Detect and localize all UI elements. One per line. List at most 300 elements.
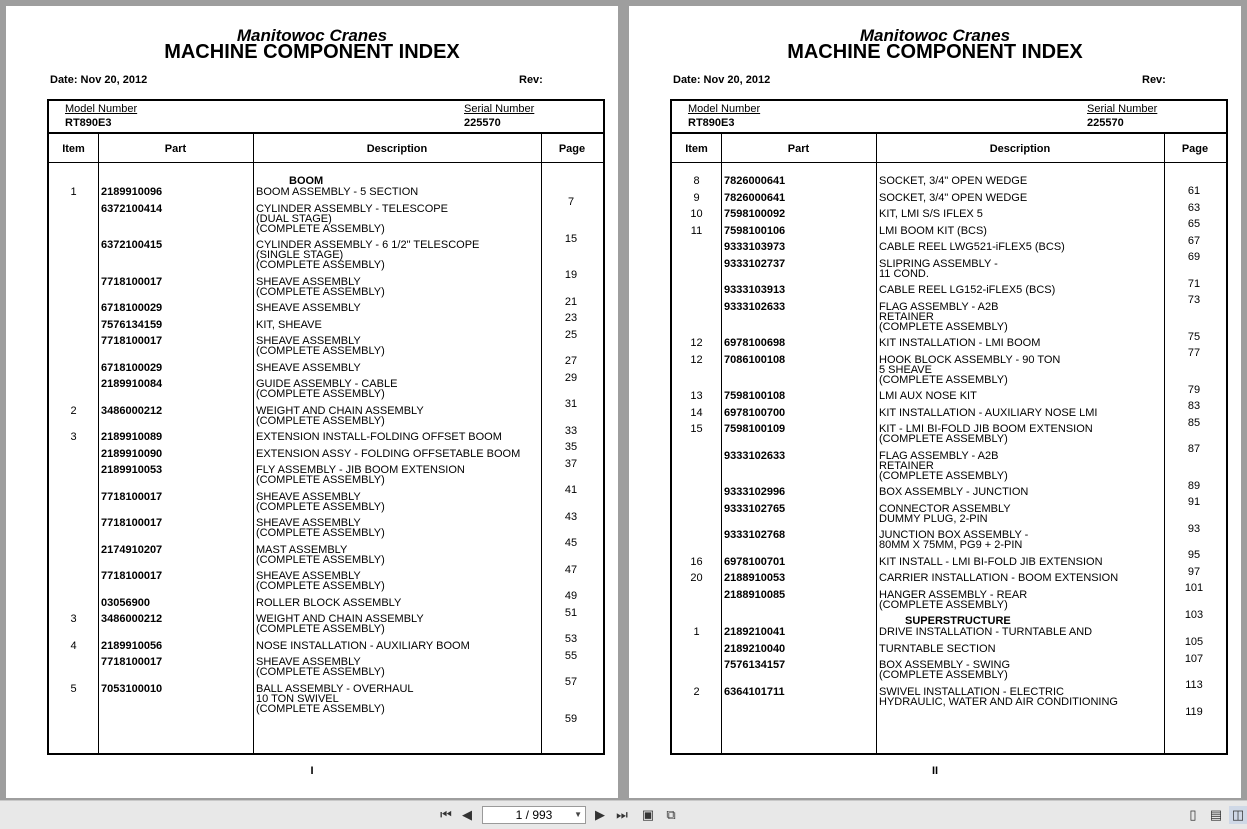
- description-cell: [256, 657, 541, 677]
- table-row: [672, 208, 1226, 230]
- part-number-cell: 6364101711: [724, 685, 785, 698]
- description-line: BALL ASSEMBLY - OVERHAUL: [256, 682, 414, 695]
- description-line: CYLINDER ASSEMBLY - TELESCOPE: [256, 202, 448, 215]
- description-cell: [879, 451, 1164, 481]
- part-number-cell: 9333103913: [724, 284, 786, 296]
- continuous-icon[interactable]: ▤: [1209, 807, 1223, 822]
- description-line: DUMMY PLUG, 2-PIN: [879, 512, 988, 525]
- table-row: [672, 175, 1226, 197]
- model-number-value: RT890E3: [65, 117, 112, 129]
- part-number-cell: 6718100029: [101, 302, 163, 314]
- description-line: (COMPLETE ASSEMBLY): [256, 666, 385, 678]
- description-line: SHEAVE ASSEMBLY: [256, 275, 361, 288]
- description-line: BOOM ASSEMBLY - 5 SECTION: [256, 186, 419, 198]
- part-number-cell: 7718100017: [101, 570, 163, 582]
- part-number-cell: 7576134157: [724, 659, 786, 671]
- part-number-cell: 2189210041: [724, 626, 786, 638]
- description-line: (COMPLETE ASSEMBLY): [879, 433, 1008, 445]
- part-number-cell: 7718100017: [101, 275, 163, 288]
- page-reference-cell[interactable]: 87: [1187, 443, 1201, 455]
- page-reference-cell[interactable]: 105: [1184, 636, 1204, 648]
- page-reference-cell[interactable]: 97: [1187, 565, 1201, 578]
- description-line: SLIPRING ASSEMBLY -: [879, 257, 998, 270]
- description-cell: [879, 338, 1164, 348]
- part-number-cell: 7598100108: [724, 390, 786, 402]
- item-cell: 12: [690, 337, 703, 349]
- description-cell: [256, 204, 541, 234]
- page-reference-cell[interactable]: 77: [1187, 347, 1201, 359]
- description-line: SHEAVE ASSEMBLY: [256, 302, 361, 314]
- description-line: SHEAVE ASSEMBLY: [256, 570, 361, 582]
- revision-label: Rev:: [519, 74, 543, 86]
- description-line: KIT INSTALLATION - AUXILIARY NOSE LMI: [879, 406, 1098, 419]
- page-reference-cell[interactable]: 71: [1187, 277, 1201, 290]
- description-line: KIT, SHEAVE: [256, 318, 322, 331]
- description-line: (COMPLETE ASSEMBLY): [256, 345, 385, 357]
- part-number-cell: 6718100029: [101, 361, 163, 374]
- description-line: (COMPLETE ASSEMBLY): [879, 373, 1008, 386]
- model-number-label: Model Number: [688, 103, 761, 115]
- table-row: [49, 613, 603, 645]
- page-reference-cell[interactable]: 65: [1187, 218, 1201, 230]
- prev-page-icon[interactable]: ◀: [462, 807, 472, 822]
- description-cell: [879, 590, 1164, 610]
- table-row: [49, 239, 603, 281]
- page-reference-cell[interactable]: 55: [564, 649, 578, 662]
- column-header-page: Page: [558, 143, 586, 155]
- description-line: (COMPLETE ASSEMBLY): [256, 527, 385, 539]
- description-line: SOCKET, 3/4" OPEN WEDGE: [879, 175, 1028, 187]
- serial-number-label: Serial Number: [464, 103, 535, 115]
- table-row: [672, 486, 1226, 508]
- description-cell: [879, 259, 1164, 279]
- description-cell: [256, 598, 541, 608]
- page-reference-cell[interactable]: 107: [1184, 652, 1204, 665]
- page-reference-cell[interactable]: 93: [1187, 522, 1201, 535]
- part-number-cell: 7718100017: [101, 656, 163, 668]
- table-row: [49, 335, 603, 367]
- description-cell: [879, 209, 1164, 219]
- page-reference-cell[interactable]: 49: [564, 590, 578, 602]
- page-reference-cell[interactable]: 51: [564, 606, 578, 619]
- table-row: [672, 572, 1226, 594]
- item-cell: 14: [690, 406, 703, 419]
- description-line: (COMPLETE ASSEMBLY): [879, 669, 1008, 681]
- description-line: (COMPLETE ASSEMBLY): [879, 469, 1008, 482]
- description-cell: [879, 687, 1164, 707]
- description-line: BOX ASSEMBLY - JUNCTION: [879, 486, 1029, 498]
- part-number-cell: 2189910084: [101, 378, 163, 390]
- description-line: EXTENSION INSTALL-FOLDING OFFSET BOOM: [256, 431, 502, 443]
- page-reference-cell[interactable]: 53: [564, 633, 578, 645]
- item-cell: 13: [690, 390, 703, 402]
- item-cell: 1: [693, 626, 700, 638]
- page-indicator-value: 1 / 993: [515, 808, 553, 822]
- column-header-description: Description: [366, 143, 428, 155]
- part-number-cell: 7053100010: [101, 682, 163, 695]
- page-reference-cell[interactable]: 41: [564, 484, 578, 496]
- table-row: [49, 517, 603, 549]
- table-row: [49, 464, 603, 496]
- table-body: [49, 175, 603, 725]
- item-cell: 12: [690, 353, 703, 366]
- part-number-cell: 2189910090: [101, 447, 163, 460]
- table-row: [672, 337, 1226, 359]
- description-line: (COMPLETE ASSEMBLY): [256, 474, 385, 486]
- company-name: Manitowoc Cranes: [859, 26, 1011, 45]
- item-cell: 20: [690, 572, 703, 584]
- table-row: [672, 284, 1226, 306]
- page-reference-cell[interactable]: 73: [1187, 294, 1201, 306]
- description-line: LMI AUX NOSE KIT: [879, 390, 977, 402]
- description-line: SHEAVE ASSEMBLY: [256, 517, 361, 529]
- description-cell: [879, 408, 1164, 418]
- description-cell: [256, 492, 541, 512]
- description-line: EXTENSION ASSY - FOLDING OFFSETABLE BOOM: [256, 447, 521, 460]
- page-reference-cell[interactable]: 45: [564, 537, 578, 549]
- page-reference-cell[interactable]: 43: [564, 510, 578, 523]
- description-line: LMI BOOM KIT (BCS): [879, 224, 987, 237]
- description-line: FLY ASSEMBLY - JIB BOOM EXTENSION: [256, 464, 465, 476]
- description-cell: [256, 363, 541, 373]
- page-reference-cell[interactable]: 95: [1187, 549, 1201, 561]
- description-cell: [879, 644, 1164, 654]
- description-cell: [256, 641, 541, 651]
- part-number-cell: 2189910096: [101, 186, 163, 198]
- description-line: SWIVEL INSTALLATION - ELECTRIC: [879, 685, 1064, 698]
- item-cell: 2: [70, 404, 77, 417]
- description-cell: [256, 432, 541, 442]
- single-page-icon[interactable]: ▯: [1189, 807, 1197, 822]
- description-cell: [879, 176, 1164, 186]
- table-row: [672, 423, 1226, 455]
- description-line: CABLE REEL LWG521-iFLEX5 (BCS): [879, 241, 1065, 253]
- part-number-cell: 2188910085: [724, 588, 786, 601]
- item-cell: 11: [690, 224, 703, 237]
- description-line: 80MM X 75MM, PG9 + 2-PIN: [879, 539, 1023, 551]
- description-line: (COMPLETE ASSEMBLY): [256, 702, 385, 715]
- description-line: KIT, LMI S/S IFLEX 5: [879, 208, 983, 220]
- part-number-cell: 9333102633: [724, 300, 786, 313]
- part-number-cell: 6372100415: [101, 239, 163, 251]
- part-number-cell: 3486000212: [101, 404, 163, 417]
- page-reference-cell[interactable]: 59: [564, 712, 578, 725]
- description-cell: [256, 277, 541, 297]
- column-header-description: Description: [989, 143, 1051, 155]
- page-reference-cell[interactable]: 29: [564, 371, 578, 384]
- fit-width-icon[interactable]: ⧉: [666, 807, 676, 822]
- page-reference-cell[interactable]: 67: [1187, 234, 1201, 247]
- description-cell: [879, 627, 1164, 637]
- last-page-icon[interactable]: ⏭: [616, 807, 628, 822]
- table-row: [672, 390, 1226, 412]
- description-line: CABLE REEL LG152-iFLEX5 (BCS): [879, 284, 1056, 296]
- description-cell: [879, 193, 1164, 203]
- description-cell: [256, 406, 541, 426]
- page-reference-cell[interactable]: 19: [564, 269, 578, 281]
- description-line: HYDRAULIC, WATER AND AIR CONDITIONING: [879, 695, 1118, 708]
- page-reference-cell[interactable]: 27: [564, 355, 578, 367]
- description-line: (COMPLETE ASSEMBLY): [256, 388, 385, 400]
- page-reference-cell[interactable]: 23: [564, 312, 578, 324]
- description-cell: [256, 614, 541, 634]
- page-reference-cell[interactable]: 47: [564, 563, 578, 576]
- serial-number-value: 225570: [464, 117, 501, 129]
- description-cell: [256, 684, 541, 714]
- table-row: [49, 682, 603, 725]
- description-cell: [256, 545, 541, 565]
- description-cell: [256, 571, 541, 591]
- part-number-cell: 7826000641: [724, 175, 786, 187]
- model-serial-box: [672, 101, 1226, 134]
- part-number-cell: 6372100414: [101, 202, 163, 215]
- document-date: Date: Nov 20, 2012: [50, 74, 148, 86]
- page-reference-cell[interactable]: 89: [1187, 479, 1201, 492]
- page-reference-cell[interactable]: 101: [1184, 582, 1204, 594]
- table-row: [672, 241, 1226, 263]
- description-line: TURNTABLE SECTION: [879, 642, 996, 655]
- two-page-icon[interactable]: ◫: [1229, 806, 1247, 824]
- page-reference-cell[interactable]: 85: [1187, 416, 1201, 429]
- description-line: FLAG ASSEMBLY - A2B: [879, 300, 999, 313]
- description-cell: [256, 336, 541, 356]
- table-row: [672, 529, 1226, 561]
- description-line: SHEAVE ASSEMBLY: [256, 656, 361, 668]
- description-line: SOCKET, 3/4" OPEN WEDGE: [879, 191, 1028, 204]
- company-name: Manitowoc Cranes: [236, 26, 388, 45]
- page-reference-cell[interactable]: 25: [564, 328, 578, 341]
- document-title: MACHINE COMPONENT INDEX: [164, 41, 460, 63]
- item-cell: 10: [690, 208, 703, 220]
- description-cell: [256, 187, 541, 197]
- table-row: [49, 378, 603, 410]
- description-line: 5 SHEAVE: [879, 363, 932, 376]
- part-number-cell: 2189910053: [101, 464, 163, 476]
- description-line: (SINGLE STAGE): [256, 249, 344, 261]
- page-reference-cell[interactable]: 83: [1187, 400, 1201, 412]
- part-number-cell: 6978100701: [724, 555, 786, 568]
- description-line: KIT - LMI BI-FOLD JIB BOOM EXTENSION: [879, 423, 1093, 435]
- description-line: SHEAVE ASSEMBLY: [256, 490, 361, 503]
- description-line: DRIVE INSTALLATION - TURNTABLE AND: [879, 626, 1093, 638]
- page-reference-cell[interactable]: 119: [1185, 705, 1203, 718]
- serial-number-value: 225570: [1087, 117, 1124, 129]
- description-line: SHEAVE ASSEMBLY: [256, 335, 361, 347]
- description-cell: [879, 557, 1164, 567]
- item-cell: 5: [70, 682, 77, 695]
- description-cell: [256, 240, 541, 270]
- part-number-cell: 7086100108: [724, 353, 786, 366]
- table-row: [49, 431, 603, 453]
- description-line: FLAG ASSEMBLY - A2B: [879, 449, 999, 462]
- description-line: (COMPLETE ASSEMBLY): [256, 553, 385, 566]
- part-number-cell: 9333102768: [724, 529, 786, 541]
- description-line: (DUAL STAGE): [256, 212, 332, 225]
- part-number-cell: 6978100700: [724, 406, 786, 419]
- page-reference-cell[interactable]: 113: [1185, 679, 1203, 691]
- description-line: CARRIER INSTALLATION - BOOM EXTENSION: [879, 572, 1119, 584]
- description-line: RETAINER: [879, 459, 934, 472]
- description-line: (COMPLETE ASSEMBLY): [256, 222, 385, 235]
- description-line: RETAINER: [879, 310, 934, 323]
- index-table: [47, 99, 605, 755]
- part-number-cell: 7576134159: [101, 318, 163, 331]
- part-number-cell: 7718100017: [101, 517, 163, 529]
- description-line: (COMPLETE ASSEMBLY): [256, 623, 385, 635]
- column-header-item: Item: [62, 143, 85, 155]
- description-cell: [879, 504, 1164, 524]
- description-cell: [256, 303, 541, 313]
- page-reference-cell[interactable]: 7: [567, 196, 575, 208]
- part-number-cell: 9333102737: [724, 257, 786, 270]
- item-cell: 16: [690, 555, 703, 568]
- description-line: 10 TON SWIVEL: [256, 692, 339, 705]
- description-line: (COMPLETE ASSEMBLY): [256, 259, 385, 271]
- part-number-cell: 2189910089: [101, 431, 163, 443]
- revision-label: Rev:: [1142, 74, 1166, 86]
- description-line: (COMPLETE ASSEMBLY): [256, 414, 385, 427]
- part-number-cell: 9333102633: [724, 449, 786, 462]
- description-line: CYLINDER ASSEMBLY - 6 1/2" TELESCOPE: [256, 239, 480, 251]
- item-cell: 15: [690, 423, 703, 435]
- description-line: MAST ASSEMBLY: [256, 543, 348, 556]
- part-number-cell: 2188910053: [724, 572, 786, 584]
- description-cell: [879, 391, 1164, 401]
- page-reference-cell[interactable]: 63: [1187, 201, 1201, 214]
- part-number-cell: 7598100092: [724, 208, 786, 220]
- page-reference-cell[interactable]: 91: [1187, 496, 1201, 508]
- description-line: KIT INSTALL - LMI BI-FOLD JIB EXTENSION: [879, 555, 1103, 568]
- part-number-cell: 03056900: [101, 596, 150, 609]
- section-heading: BOOM: [289, 175, 324, 187]
- description-cell: [256, 518, 541, 538]
- description-line: (COMPLETE ASSEMBLY): [879, 320, 1008, 333]
- part-number-cell: 7718100017: [101, 335, 163, 347]
- description-line: GUIDE ASSEMBLY - CABLE: [256, 378, 398, 390]
- page-number: II: [931, 765, 939, 777]
- table-row: [672, 626, 1226, 648]
- document-page-right: [629, 6, 1241, 798]
- page-reference-cell[interactable]: 61: [1187, 185, 1201, 197]
- model-serial-box: [49, 101, 603, 134]
- description-cell: [256, 465, 541, 485]
- part-number-cell: 2189910056: [101, 639, 163, 652]
- table-body: [672, 175, 1226, 718]
- page-reference-cell[interactable]: 31: [564, 398, 578, 410]
- description-line: KIT INSTALLATION - LMI BOOM: [879, 337, 1041, 349]
- description-cell: [256, 320, 541, 330]
- description-line: (COMPLETE ASSEMBLY): [256, 285, 385, 298]
- description-cell: [879, 487, 1164, 497]
- model-number-value: RT890E3: [688, 117, 735, 129]
- description-line: SHEAVE ASSEMBLY: [256, 361, 361, 374]
- part-number-cell: 7598100109: [724, 423, 786, 435]
- part-number-cell: 7826000641: [724, 191, 786, 204]
- column-header-page: Page: [1181, 143, 1209, 155]
- description-cell: [256, 449, 541, 459]
- chevron-down-icon[interactable]: ▼: [574, 810, 582, 819]
- part-number-cell: 9333102996: [724, 486, 786, 498]
- part-number-cell: 2174910207: [101, 543, 163, 556]
- page-reference-cell[interactable]: 15: [564, 232, 578, 245]
- description-line: HANGER ASSEMBLY - REAR: [879, 588, 1028, 601]
- description-line: (COMPLETE ASSEMBLY): [256, 500, 385, 513]
- description-cell: [879, 355, 1164, 385]
- next-page-icon[interactable]: ▶: [595, 807, 605, 822]
- page-reference-cell[interactable]: 37: [564, 457, 578, 470]
- page-reference-cell[interactable]: 35: [564, 441, 578, 453]
- table-row: [49, 656, 603, 688]
- description-line: BOX ASSEMBLY - SWING: [879, 659, 1011, 671]
- description-line: JUNCTION BOX ASSEMBLY -: [879, 529, 1029, 541]
- description-cell: [879, 424, 1164, 444]
- description-cell: [879, 242, 1164, 252]
- part-number-cell: 9333103973: [724, 241, 786, 253]
- table-row: [49, 186, 603, 208]
- description-cell: [879, 302, 1164, 332]
- item-cell: 1: [70, 186, 77, 198]
- item-cell: 4: [70, 639, 77, 652]
- page-reference-cell[interactable]: 75: [1187, 330, 1201, 343]
- description-cell: [879, 530, 1164, 550]
- description-line: WEIGHT AND CHAIN ASSEMBLY: [256, 613, 424, 625]
- table-row: [49, 302, 603, 324]
- description-line: (COMPLETE ASSEMBLY): [256, 580, 385, 592]
- part-number-cell: 9333102765: [724, 502, 786, 515]
- viewer-toolbar: [0, 800, 1247, 829]
- description-line: NOSE INSTALLATION - AUXILIARY BOOM: [256, 639, 470, 652]
- page-reference-cell[interactable]: 33: [564, 424, 578, 437]
- page-reference-cell[interactable]: 103: [1184, 608, 1204, 621]
- description-cell: [879, 285, 1164, 295]
- page-reference-cell[interactable]: 69: [1187, 251, 1201, 263]
- document-page-left: [6, 6, 618, 798]
- description-line: HOOK BLOCK ASSEMBLY - 90 TON: [879, 353, 1061, 366]
- page-reference-cell[interactable]: 21: [564, 295, 578, 308]
- page-indicator-input[interactable]: [482, 806, 586, 824]
- item-cell: 3: [70, 613, 77, 625]
- description-line: 11 COND.: [879, 267, 929, 280]
- item-cell: 8: [693, 175, 700, 187]
- serial-number-label: Serial Number: [1087, 103, 1158, 115]
- index-table: [670, 99, 1228, 755]
- table-row: [49, 570, 603, 602]
- document-date: Date: Nov 20, 2012: [673, 74, 771, 86]
- column-header-row: [49, 134, 603, 163]
- first-page-icon[interactable]: ⏮: [440, 807, 452, 822]
- description-line: CONNECTOR ASSEMBLY: [879, 502, 1011, 515]
- page-reference-cell[interactable]: 57: [564, 676, 578, 688]
- item-cell: 9: [693, 191, 700, 204]
- part-number-cell: 6978100698: [724, 337, 786, 349]
- column-header-item: Item: [685, 143, 708, 155]
- page-reference-cell[interactable]: 79: [1187, 383, 1201, 396]
- description-cell: [256, 379, 541, 399]
- item-cell: 3: [70, 431, 77, 443]
- part-number-cell: 2189210040: [724, 642, 786, 655]
- description-line: ROLLER BLOCK ASSEMBLY: [256, 596, 402, 609]
- document-title: MACHINE COMPONENT INDEX: [787, 41, 1083, 63]
- description-line: WEIGHT AND CHAIN ASSEMBLY: [256, 404, 424, 417]
- page-number: I: [310, 765, 314, 777]
- section-heading: SUPERSTRUCTURE: [905, 615, 1011, 627]
- description-line: (COMPLETE ASSEMBLY): [879, 598, 1008, 611]
- fit-page-icon[interactable]: ▣: [641, 807, 655, 822]
- part-number-cell: 3486000212: [101, 613, 163, 625]
- column-header-part: Part: [787, 143, 810, 155]
- description-cell: [879, 660, 1164, 680]
- part-number-cell: 7718100017: [101, 490, 163, 503]
